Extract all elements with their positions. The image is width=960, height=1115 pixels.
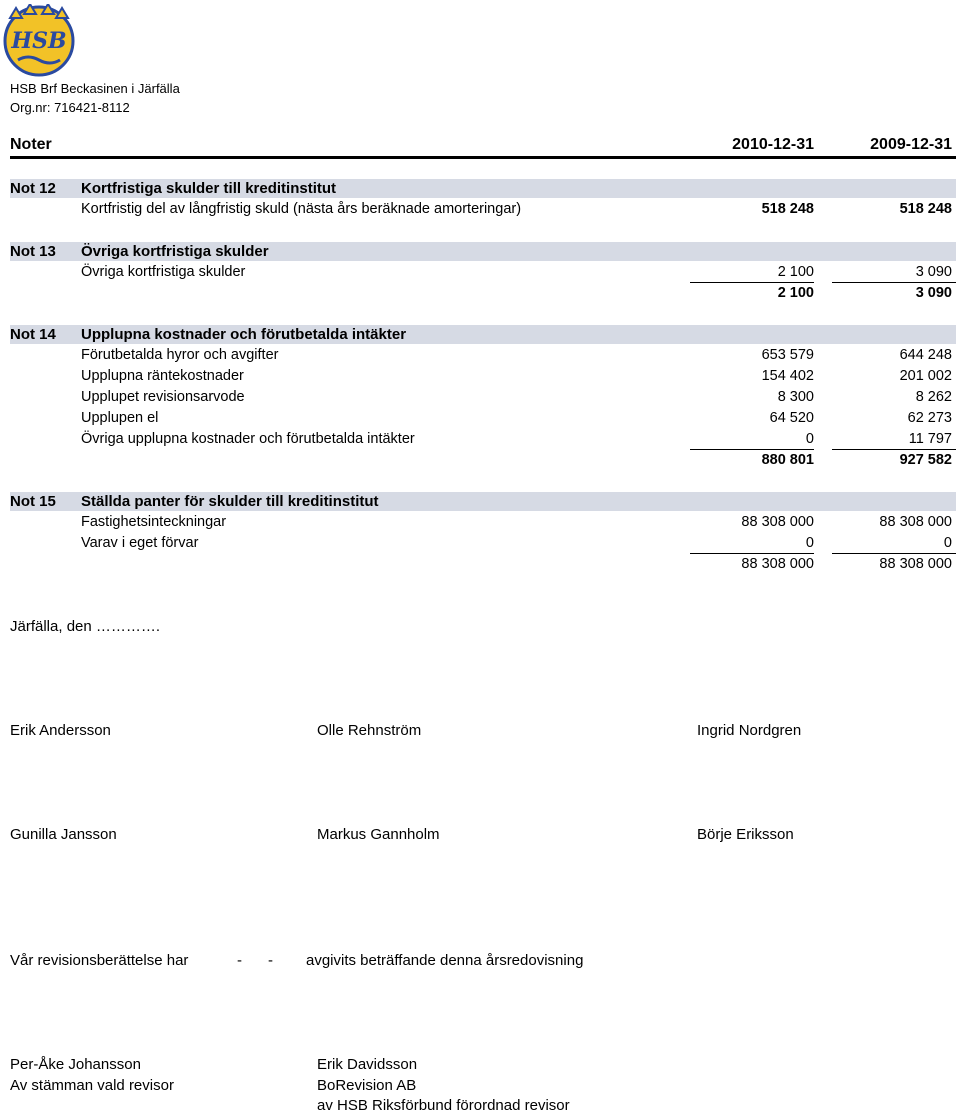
- line-label: Fastighetsinteckningar: [81, 514, 227, 530]
- sum-rule: [690, 553, 814, 554]
- line-label: Förutbetalda hyror och avgifter: [81, 347, 279, 363]
- org-number: Org.nr: 716421-8112: [10, 100, 130, 115]
- sum-rule: [832, 553, 956, 554]
- total-2010: 2 100: [777, 285, 814, 301]
- auditor-role: Av stämman vald revisor: [10, 1077, 174, 1094]
- line-label: Upplupen el: [81, 410, 159, 426]
- note-title: Upplupna kostnader och förutbetalda intäkter: [81, 326, 407, 343]
- hsb-logo: [2, 4, 76, 78]
- note-title: Ställda panter för skulder till kreditinstitut: [81, 493, 379, 510]
- hsb-logo-text: HSB: [11, 28, 67, 54]
- value-2009: 11 797: [908, 431, 952, 447]
- sum-rule: [832, 449, 956, 450]
- total-2009: 927 582: [899, 452, 952, 468]
- total-2010: 880 801: [761, 452, 814, 468]
- audit-dash: -: [268, 952, 273, 969]
- signatory-name: Markus Gannholm: [317, 826, 440, 843]
- sum-rule: [832, 282, 956, 283]
- total-2009: 3 090: [915, 285, 952, 301]
- value-2010: 518 248: [761, 201, 814, 217]
- line-label: Upplupet revisionsarvode: [81, 389, 245, 405]
- total-2010: 88 308 000: [741, 556, 814, 572]
- audit-dash: -: [237, 952, 242, 969]
- line-label: Övriga upplupna kostnader och förutbetalda intäkter: [81, 431, 415, 447]
- value-2009: 3 090: [915, 264, 952, 280]
- value-2009: 644 248: [899, 347, 952, 363]
- value-2009: 0: [943, 535, 952, 551]
- value-2009: 518 248: [899, 201, 952, 217]
- place-date: Järfälla, den ………….: [10, 618, 161, 635]
- signatory-name: Olle Rehnström: [317, 722, 422, 739]
- auditor-role: BoRevision AB: [317, 1077, 417, 1094]
- value-2010: 154 402: [761, 368, 814, 384]
- total-2009: 88 308 000: [879, 556, 952, 572]
- column-year-2010: 2010-12-31: [732, 136, 814, 153]
- signatory-name: Erik Andersson: [10, 722, 111, 739]
- line-label: Övriga kortfristiga skulder: [81, 264, 246, 280]
- line-label: Upplupna räntekostnader: [81, 368, 244, 384]
- note-number: Not 15: [10, 493, 56, 510]
- line-label: Varav i eget förvar: [81, 535, 199, 551]
- auditor-name: Erik Davidsson: [317, 1056, 418, 1073]
- value-2010: 0: [805, 535, 814, 551]
- auditor-name: Per-Åke Johansson: [10, 1056, 141, 1073]
- value-2010: 0: [805, 431, 814, 447]
- signatory-name: Gunilla Jansson: [10, 826, 117, 843]
- value-2009: 62 273: [907, 410, 952, 426]
- value-2009: 8 262: [915, 389, 952, 405]
- org-name: HSB Brf Beckasinen i Järfälla: [10, 81, 180, 96]
- notes-heading: Noter: [10, 136, 52, 153]
- value-2009: 88 308 000: [879, 514, 952, 530]
- header-rule: [10, 156, 956, 159]
- value-2010: 653 579: [761, 347, 814, 363]
- note-number: Not 12: [10, 180, 56, 197]
- note-title: Övriga kortfristiga skulder: [81, 243, 269, 260]
- note-number: Not 13: [10, 243, 56, 260]
- audit-statement-prefix: Vår revisionsberättelse har: [10, 952, 189, 969]
- line-label: Kortfristig del av långfristig skuld (nästa års beräknade amorteringar): [81, 201, 522, 217]
- signatory-name: Ingrid Nordgren: [697, 722, 802, 739]
- value-2010: 88 308 000: [741, 514, 814, 530]
- sum-rule: [690, 282, 814, 283]
- column-year-2009: 2009-12-31: [870, 136, 952, 153]
- audit-statement-suffix: avgivits beträffande denna årsredovisning: [306, 952, 584, 969]
- value-2009: 201 002: [899, 368, 952, 384]
- value-2010: 2 100: [777, 264, 814, 280]
- value-2010: 8 300: [777, 389, 814, 405]
- notes-header: [10, 134, 956, 156]
- sum-rule: [690, 449, 814, 450]
- note-title: Kortfristiga skulder till kreditinstitut: [81, 180, 337, 197]
- value-2010: 64 520: [769, 410, 814, 426]
- note-number: Not 14: [10, 326, 56, 343]
- signatory-name: Börje Eriksson: [697, 826, 794, 843]
- auditor-organisation: av HSB Riksförbund förordnad revisor: [317, 1097, 570, 1114]
